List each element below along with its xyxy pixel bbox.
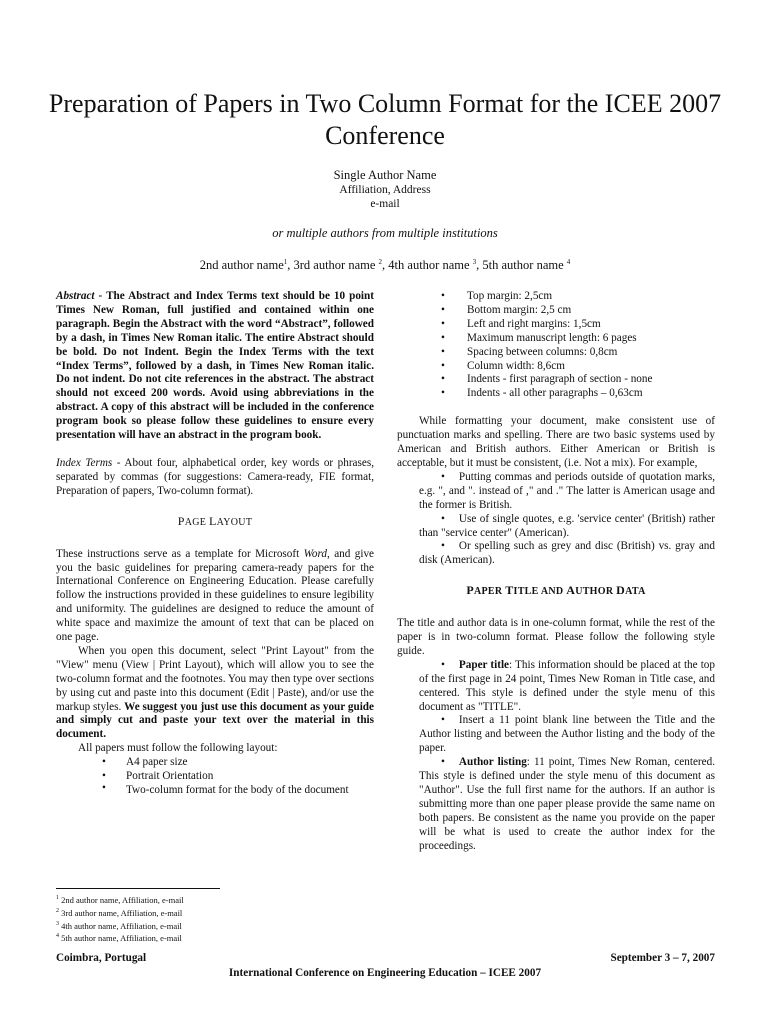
- bullet-icon: •: [102, 770, 106, 783]
- index-terms: [56, 457, 374, 499]
- author-name: Single Author Name: [333, 168, 437, 182]
- bullet-icon: •: [441, 317, 445, 330]
- formatting-paragraph: While formatting your document, make consistent use of punctuation marks and spelling. There are two basic systems used by American and British authors. Either American or British is acceptable, but it must be consistent, (i.e. Not a mix). For example,: [397, 415, 715, 469]
- left-column: [56, 290, 374, 798]
- author-block: [0, 168, 770, 211]
- author-4-mark: 3: [472, 258, 477, 266]
- bullet-icon: •: [441, 658, 445, 671]
- formatting-item-2: • Use of single quotes, e.g. 'service center' (British) rather than "service center" (American).: [419, 512, 715, 539]
- footer-conference: International Conference on Engineering Education – ICEE 2007: [228, 967, 542, 979]
- footnote: $^1$ 2nd author name, Affiliation, e-mail: [56, 894, 184, 905]
- bullet-icon: •: [441, 512, 445, 525]
- author-4: 4th author name: [388, 258, 473, 273]
- list-item: • Bottom margin: 2,5 cm: [441, 303, 572, 316]
- right-column: [397, 290, 715, 854]
- list-item: • Indents - all other paragraphs – 0,63cm: [441, 387, 643, 400]
- index-terms-text: - About four, alphabetical order, key words or phrases, separated by commas (for suggestions: Camera-ready, FIE format, Preparation of papers, Two-column format).: [56, 456, 374, 497]
- list-item: • Two-column format for the body of the document: [102, 782, 349, 796]
- bullet-icon: •: [441, 387, 445, 400]
- section-heading-paper-title: PAPER TITLE AND AUTHOR DATA: [466, 583, 646, 598]
- author-5-mark: 4: [566, 258, 571, 266]
- bullet-icon: •: [102, 756, 106, 769]
- bullet-icon: •: [441, 714, 445, 727]
- footnotes: [56, 893, 184, 944]
- footnote: $^4$ 5th author name, Affiliation, e-mail: [56, 933, 182, 944]
- author-email: e-mail: [370, 198, 400, 210]
- other-authors-line: [0, 258, 770, 273]
- page-layout-paragraph-2: When you open this document, select "Print Layout" from the "View" menu (View | Print Layout), which will allow you to see the two-column format and the footnotes. You may then type over sections by using cut and paste into this document (Edit | Paste), and/or use the markup styles. We suggest you just use this document as your guide and simply cut and paste your text over the material in this document.: [56, 644, 374, 741]
- bullet-icon: •: [441, 303, 445, 316]
- bullet-icon: •: [441, 373, 445, 386]
- paper-layout-list: [56, 756, 374, 798]
- bullet-icon: •: [441, 470, 445, 483]
- margins-list: [397, 290, 715, 401]
- bullet-icon: •: [102, 782, 106, 794]
- author-listing-item: • Author listing: 11 point, Times New Roman, centered. This style is defined under the style menu of this document as "Author". Use the full first name for the authors. If an author is submitting more than one paper please provide the same name on both papers. Be consistent as the name you provide on the paper will be what is used to create the author index for the proceedings.: [419, 756, 715, 852]
- list-item: • Left and right margins: 1,5cm: [441, 317, 601, 330]
- paper-title-item: • Paper title: This information should be placed at the top of the first page in 24 point, Times New Roman in Title case, and centered. This style is defined under the style menu of this document as "TITLE".: [419, 658, 715, 713]
- footer-location: Coimbra, Portugal: [56, 952, 147, 964]
- author-2: 2nd author name: [199, 258, 284, 273]
- author-sep: ,: [476, 258, 483, 273]
- formatting-item-1: • Putting commas and periods outside of quotation marks, e.g. ", and ". instead of ," and ." The latter is American usage and the former is British.: [419, 470, 715, 511]
- list-item: • Maximum manuscript length: 6 pages: [441, 331, 637, 344]
- footnote-rule: [56, 888, 220, 889]
- author-affiliation: Affiliation, Address: [339, 184, 431, 196]
- author-2-mark: 1: [283, 258, 288, 266]
- paper-title: Preparation of Papers in Two Column Format for the ICEE 2007 Conference: [48, 89, 722, 150]
- list-item: • Indents - first paragraph of section - none: [441, 373, 653, 386]
- bullet-icon: •: [441, 359, 445, 372]
- author-3: 3rd author name: [293, 258, 379, 273]
- author-sep: ,: [287, 258, 294, 273]
- footnote: $^2$ 3rd author name, Affiliation, e-mail: [56, 907, 183, 918]
- list-item: • Column width: 8,6cm: [441, 359, 565, 372]
- footer-dates: September 3 – 7, 2007: [610, 952, 715, 964]
- paper-title-paragraph: The title and author data is in one-column format, while the rest of the paper is in two-column format. Please follow the following style guide.: [397, 617, 715, 657]
- footnote: $^3$ 4th author name, Affiliation, e-mail: [56, 920, 182, 931]
- author-sep: ,: [382, 258, 389, 273]
- page-layout-paragraph-1: These instructions serve as a template for Microsoft Word, and give you the basic guidelines for preparing camera-ready papers for the International Conference on Engineering Education. Please carefully follow the instructions provided in these guidelines to ensure legibility and uniformity. The guidelines are designed to reduce the amount of white space and maximize the amount of text that can be placed on one page.: [56, 547, 374, 644]
- abstract-label: Abstract: [56, 290, 95, 302]
- bullet-icon: •: [441, 290, 445, 302]
- blank-line-item: • Insert a 11 point blank line between the Title and the Author listing and between the Author listing and the body of the paper.: [419, 714, 715, 755]
- author-3-mark: 2: [378, 258, 383, 266]
- formatting-item-3: • Or spelling such as grey and disc (British) vs. gray and disk (American).: [419, 540, 715, 567]
- index-terms-label: Index Terms: [56, 456, 113, 469]
- author-5: 5th author name: [482, 258, 567, 273]
- abstract: [56, 290, 374, 443]
- multiple-authors-note: or multiple authors from multiple institutions: [272, 226, 498, 240]
- section-heading-page-layout: PAGE LAYOUT: [177, 513, 253, 528]
- page-layout-paragraph-3: All papers must follow the following layout:: [78, 742, 278, 755]
- abstract-text: - The Abstract and Index Terms text should be 10 point Times New Roman, full justified and contained within one paragraph. Begin the Abstract with the word “Abstract”, followed by a dash, in Times New Roman italic. The entire Abstract should be bold. Do not Indent. Begin the Index Terms with the text “Index Terms”, followed by a dash, in Times New Roman italic. Do not indent. Do not cite references in the abstract. The abstract should not exceed 200 words. Avoid using abbreviations in the abstract. A copy of this abstract will be included in the conference program book so please follow these guidelines to ensure every presentation will have an abstract in the program book.: [56, 290, 374, 442]
- bullet-icon: •: [441, 331, 445, 344]
- list-item: • Spacing between columns: 0,8cm: [441, 345, 618, 358]
- bullet-icon: •: [441, 345, 445, 358]
- list-item: • Top margin: 2,5cm: [441, 290, 553, 302]
- list-item: • Portrait Orientation: [102, 770, 214, 783]
- bullet-icon: •: [441, 540, 445, 553]
- list-item: • A4 paper size: [102, 756, 188, 769]
- bullet-icon: •: [441, 756, 445, 769]
